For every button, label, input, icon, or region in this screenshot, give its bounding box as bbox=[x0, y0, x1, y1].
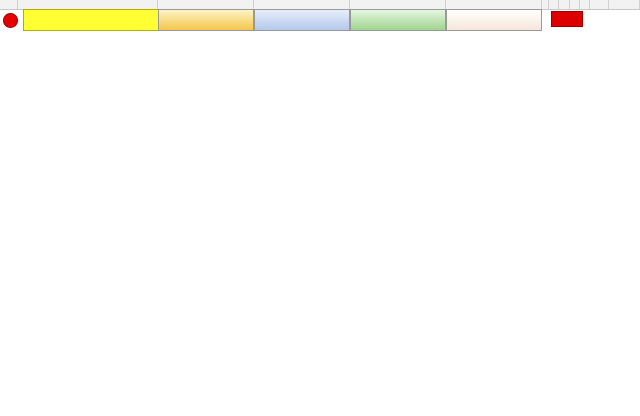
col-letter-k[interactable] bbox=[580, 0, 590, 9]
col-letter-i[interactable] bbox=[559, 0, 570, 9]
cancel-button[interactable] bbox=[551, 11, 583, 27]
col-letter-f[interactable] bbox=[446, 0, 542, 9]
col-letter-l[interactable] bbox=[590, 0, 609, 9]
option-header-b bbox=[254, 9, 350, 31]
option-header-a bbox=[158, 9, 254, 31]
option-header-c bbox=[350, 9, 446, 31]
col-letter-a[interactable] bbox=[0, 0, 18, 9]
col-letter-d[interactable] bbox=[254, 0, 350, 9]
col-letter-b[interactable] bbox=[18, 0, 158, 9]
logo-icon bbox=[3, 13, 18, 28]
col-letter-e[interactable] bbox=[350, 0, 446, 9]
option-header-d bbox=[446, 9, 542, 31]
col-letter-c[interactable] bbox=[158, 0, 254, 9]
col-letter-h[interactable] bbox=[549, 0, 559, 9]
title-row bbox=[18, 9, 640, 31]
col-letter-g[interactable] bbox=[542, 0, 549, 9]
col-letter-j[interactable] bbox=[570, 0, 580, 9]
col-letter-m[interactable] bbox=[609, 0, 640, 9]
